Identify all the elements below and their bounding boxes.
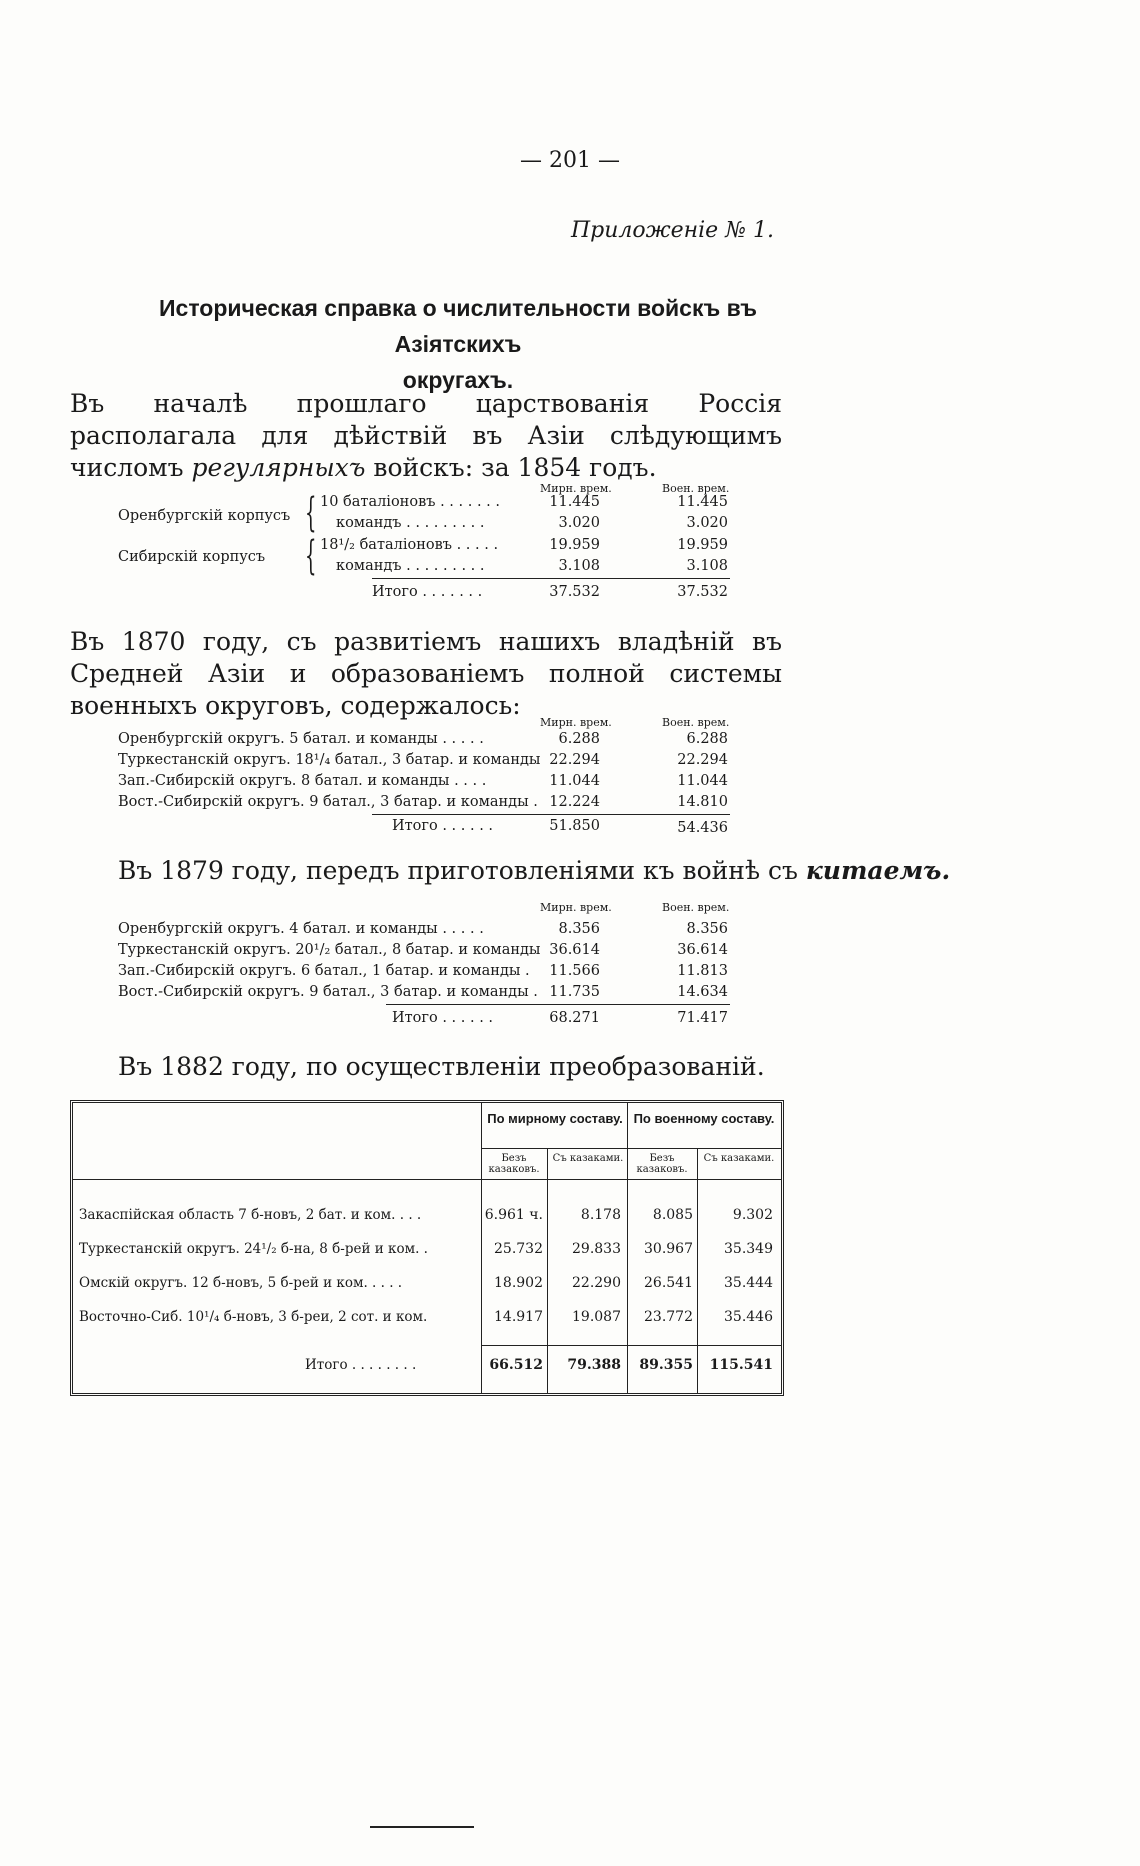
t1854-row-label: командъ . . . . . . . . . bbox=[336, 558, 485, 574]
t1870-war-value: 14.810 bbox=[677, 794, 728, 810]
t1882-cell: 8.178 bbox=[580, 1207, 621, 1223]
t1870-peace-value: 12.224 bbox=[549, 794, 600, 810]
t1882-total-cell: 115.541 bbox=[709, 1357, 773, 1373]
t1882-row-label: Закаспійская область 7 б-новъ, 2 бат. и ком. . . . bbox=[79, 1207, 422, 1223]
table-divider bbox=[697, 1148, 698, 1393]
t1870-war-value: 11.044 bbox=[677, 773, 728, 789]
t1879-war-value: 14.634 bbox=[677, 984, 728, 1000]
t1882-cell: 14.917 bbox=[494, 1309, 543, 1325]
t1879-peace-value: 11.735 bbox=[549, 984, 600, 1000]
t1870-war-value: 6.288 bbox=[686, 731, 728, 747]
t1854-total-rule bbox=[372, 578, 730, 579]
document-title bbox=[118, 290, 798, 398]
t1879-row-label: Туркестанскій округъ. 20¹/₂ батал., 8 батар. и команды bbox=[118, 942, 541, 958]
t1879-peace-header: Мирн. врем. bbox=[540, 901, 612, 914]
t1854-total-label: Итого . . . . . . . bbox=[372, 584, 483, 600]
appendix-label: Приложеніе № 1. bbox=[570, 218, 774, 243]
brace-orenburg: { bbox=[305, 490, 317, 536]
t1879-total-rule bbox=[386, 1004, 730, 1005]
t1870-peace-header: Мирн. врем. bbox=[540, 716, 612, 729]
table-divider bbox=[547, 1148, 548, 1393]
t1854-war-value: 3.020 bbox=[686, 515, 728, 531]
t1870-total-label: Итого . . . . . . bbox=[392, 818, 494, 834]
sub-header-without: Безъ казаковъ. bbox=[488, 1153, 540, 1175]
t1854-peace-value: 3.020 bbox=[558, 515, 600, 531]
t1882-cell: 29.833 bbox=[572, 1241, 621, 1257]
paragraph-1870: Въ 1870 году, съ развитіемъ нашихъ владѣній въ Средней Азіи и образованіемъ полной системы военныхъ округовъ, содержалось: bbox=[70, 627, 782, 720]
t1870-peace-value: 11.044 bbox=[549, 773, 600, 789]
t1882-cell: 35.349 bbox=[724, 1241, 773, 1257]
end-rule bbox=[370, 1826, 474, 1828]
t1882-cell: 8.085 bbox=[652, 1207, 693, 1223]
t1882-cell: 9.302 bbox=[732, 1207, 773, 1223]
t1854-group-siberia: Сибирскій корпусъ bbox=[118, 549, 266, 565]
t1882-total-cell: 89.355 bbox=[639, 1357, 693, 1373]
t1870-war-value: 22.294 bbox=[677, 752, 728, 768]
t1879-war-value: 8.356 bbox=[686, 921, 728, 937]
table-divider bbox=[481, 1148, 781, 1149]
t1879-peace-value: 8.356 bbox=[558, 921, 600, 937]
t1879-total-label: Итого . . . . . . bbox=[392, 1010, 494, 1026]
t1870-row-label: Вост.-Сибирскій округъ. 9 батал., 3 батар. и команды . bbox=[118, 794, 538, 810]
table-divider bbox=[627, 1103, 628, 1393]
t1854-total-peace: 37.532 bbox=[549, 584, 600, 600]
t1879-war-header: Воен. врем. bbox=[662, 901, 730, 914]
t1854-row-label: 18¹/₂ баталіоновъ . . . . . bbox=[320, 537, 499, 553]
t1854-peace-value: 3.108 bbox=[558, 558, 600, 574]
group-peace-header: По мирному составу. bbox=[487, 1111, 623, 1126]
t1882-total-cell: 66.512 bbox=[489, 1357, 543, 1373]
page-number: — 201 — bbox=[520, 148, 620, 173]
title-line-1: Историческая справка о числительности войскъ въ Азіятскихъ bbox=[159, 295, 757, 357]
t1882-cell: 6.961 ч. bbox=[484, 1207, 543, 1223]
paragraph-1879 bbox=[118, 856, 950, 885]
t1879-war-value: 36.614 bbox=[677, 942, 728, 958]
t1882-cell: 26.541 bbox=[644, 1275, 693, 1291]
t1854-peace-value: 11.445 bbox=[549, 494, 600, 510]
intro-italic: регулярныхъ bbox=[191, 453, 366, 482]
brace-siberia: { bbox=[305, 533, 317, 579]
t1879-war-value: 11.813 bbox=[677, 963, 728, 979]
t1854-war-value: 11.445 bbox=[677, 494, 728, 510]
t1882-cell: 22.290 bbox=[572, 1275, 621, 1291]
t1854-war-value: 3.108 bbox=[686, 558, 728, 574]
t1879-row-label: Вост.-Сибирскій округъ. 9 батал., 3 батар. и команды . bbox=[118, 984, 538, 1000]
table-divider bbox=[481, 1345, 781, 1346]
t1870-row-label: Туркестанскій округъ. 18¹/₄ батал., 3 батар. и команды bbox=[118, 752, 541, 768]
t1854-peace-header: Мирн. врем. bbox=[540, 482, 612, 495]
t1870-row-label: Оренбургскій округъ. 5 батал. и команды . . . . . bbox=[118, 731, 484, 747]
sub-header-with: Съ казаками. bbox=[552, 1153, 624, 1164]
table-1882 bbox=[70, 1100, 784, 1396]
t1854-total-war: 37.532 bbox=[677, 584, 728, 600]
t1870-row-label: Зап.-Сибирскій округъ. 8 батал. и команды . . . . bbox=[118, 773, 487, 789]
t1879-peace-value: 11.566 bbox=[549, 963, 600, 979]
t1882-cell: 23.772 bbox=[644, 1309, 693, 1325]
t1870-peace-value: 22.294 bbox=[549, 752, 600, 768]
t1882-cell: 19.087 bbox=[572, 1309, 621, 1325]
t1882-row-label: Туркестанскій округъ. 24¹/₂ б-на, 8 б-рей и ком. . bbox=[79, 1241, 428, 1257]
para1879-text: Въ 1879 году, передъ приготовленіями къ войнѣ съ bbox=[118, 856, 806, 885]
t1882-cell: 35.444 bbox=[724, 1275, 773, 1291]
t1879-peace-value: 36.614 bbox=[549, 942, 600, 958]
t1882-cell: 18.902 bbox=[494, 1275, 543, 1291]
t1882-cell: 35.446 bbox=[724, 1309, 773, 1325]
intro-paragraph bbox=[70, 388, 782, 484]
t1854-row-label: 10 баталіоновъ . . . . . . . bbox=[320, 494, 500, 510]
t1854-war-header: Воен. врем. bbox=[662, 482, 730, 495]
table-divider bbox=[73, 1179, 781, 1180]
t1870-total-rule bbox=[372, 814, 730, 815]
t1879-row-label: Оренбургскій округъ. 4 батал. и команды . . . . . bbox=[118, 921, 484, 937]
t1879-total-war: 71.417 bbox=[677, 1010, 728, 1026]
t1882-row-label: Омскій округъ. 12 б-новъ, 5 б-рей и ком. . . . . bbox=[79, 1275, 403, 1291]
intro-text-b: войскъ: за 1854 годъ. bbox=[365, 453, 657, 482]
paragraph-1882: Въ 1882 году, по осуществленіи преобразованій. bbox=[118, 1052, 765, 1081]
para1879-italic: китаемъ. bbox=[805, 856, 951, 885]
title-line-2: округахъ. bbox=[402, 367, 514, 393]
intro-text-a: Въ началѣ прошлаго царствованія Россія располагала для дѣйствій въ Азіи слѣдующимъ числомъ bbox=[70, 389, 782, 482]
t1870-total-peace: 51.850 bbox=[549, 818, 600, 834]
t1870-war-header: Воен. врем. bbox=[662, 716, 730, 729]
t1879-total-peace: 68.271 bbox=[549, 1010, 600, 1026]
t1882-total-cell: 79.388 bbox=[567, 1357, 621, 1373]
t1854-row-label: командъ . . . . . . . . . bbox=[336, 515, 485, 531]
t1882-cell: 30.967 bbox=[644, 1241, 693, 1257]
t1870-total-war: 54.436 bbox=[677, 820, 728, 836]
t1882-total-label: Итого . . . . . . . . bbox=[305, 1357, 417, 1373]
t1854-war-value: 19.959 bbox=[677, 537, 728, 553]
group-war-header: По военному составу. bbox=[633, 1111, 775, 1126]
t1882-row-label: Восточно-Сиб. 10¹/₄ б-новъ, 3 б-реи, 2 сот. и ком. bbox=[79, 1309, 428, 1325]
t1854-peace-value: 19.959 bbox=[549, 537, 600, 553]
t1854-group-orenburg: Оренбургскій корпусъ bbox=[118, 508, 291, 524]
sub-header-without: Безъ казаковъ. bbox=[636, 1153, 688, 1175]
t1870-peace-value: 6.288 bbox=[558, 731, 600, 747]
t1879-row-label: Зап.-Сибирскій округъ. 6 батал., 1 батар. и команды . bbox=[118, 963, 530, 979]
sub-header-with: Съ казаками. bbox=[703, 1153, 775, 1164]
t1882-cell: 25.732 bbox=[494, 1241, 543, 1257]
